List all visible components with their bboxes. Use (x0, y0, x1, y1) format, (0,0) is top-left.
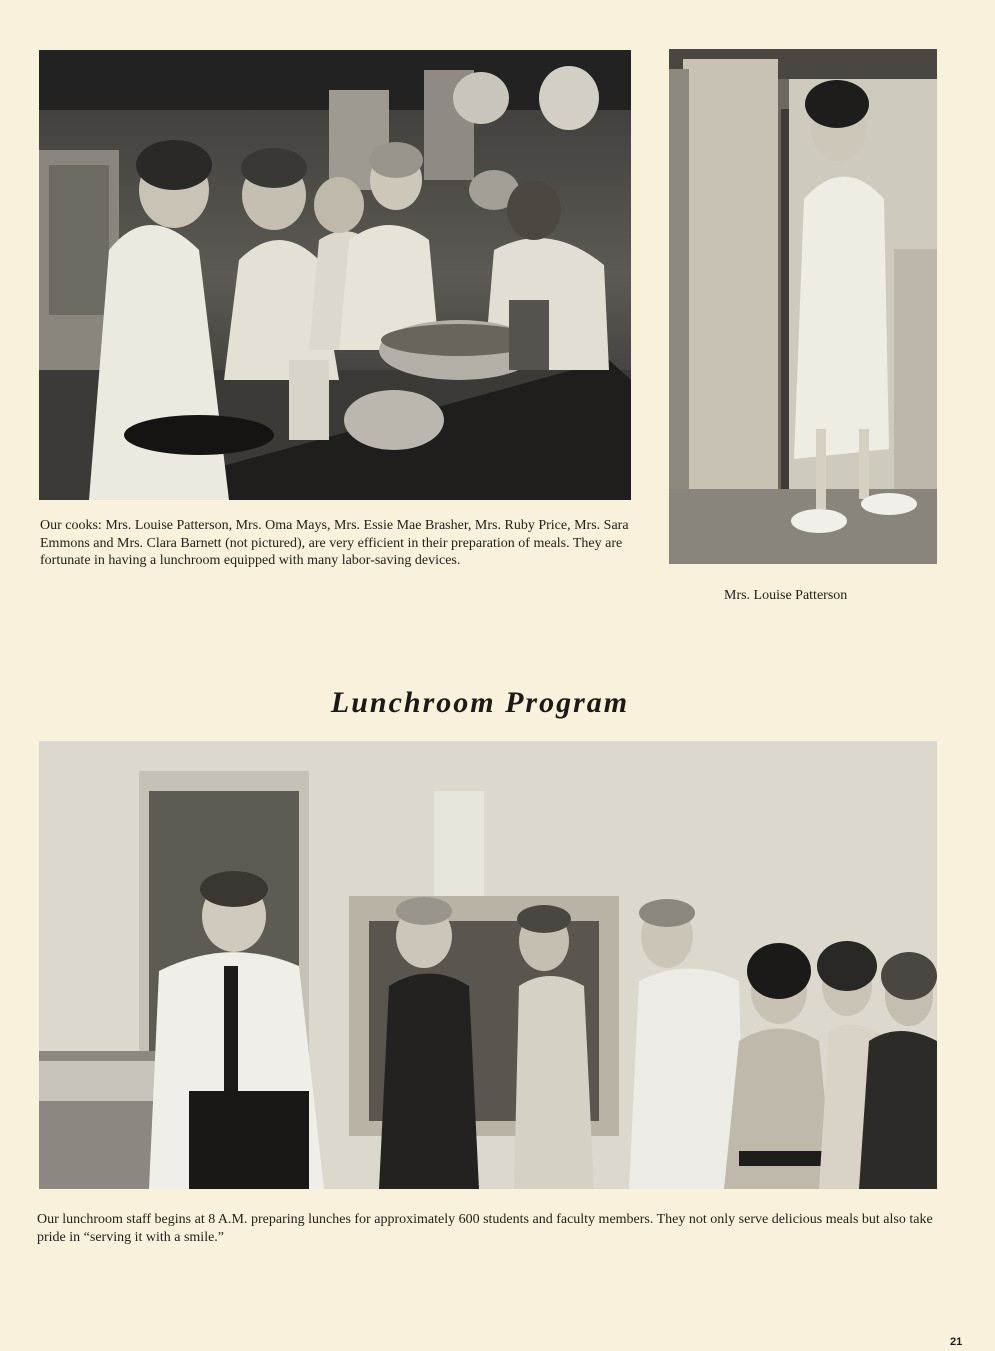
staff-caption: Our lunchroom staff begins at 8 A.M. preparing lunches for approximately 600 students and faculty members. They not only serve delicious meals but also take pride in “serving it with a smile.” (37, 1212, 933, 1245)
patterson-photo (669, 49, 937, 564)
cooks-caption: Our cooks: Mrs. Louise Patterson, Mrs. Oma Mays, Mrs. Essie Mae Brasher, Mrs. Ruby Price, Mrs. Sara Emmons and Mrs. Clara Barnett (not pictured), are very efficient in their preparation of meals. They are fortunate in having a lunchroom equipped with many labor-saving devices. (40, 518, 629, 568)
page-title: Lunchroom Program (330, 686, 630, 719)
lunch-line-photo (39, 741, 937, 1189)
page-number: 21 (950, 1336, 963, 1348)
cooks-photo (39, 50, 631, 500)
patterson-caption: Mrs. Louise Patterson (724, 588, 848, 603)
